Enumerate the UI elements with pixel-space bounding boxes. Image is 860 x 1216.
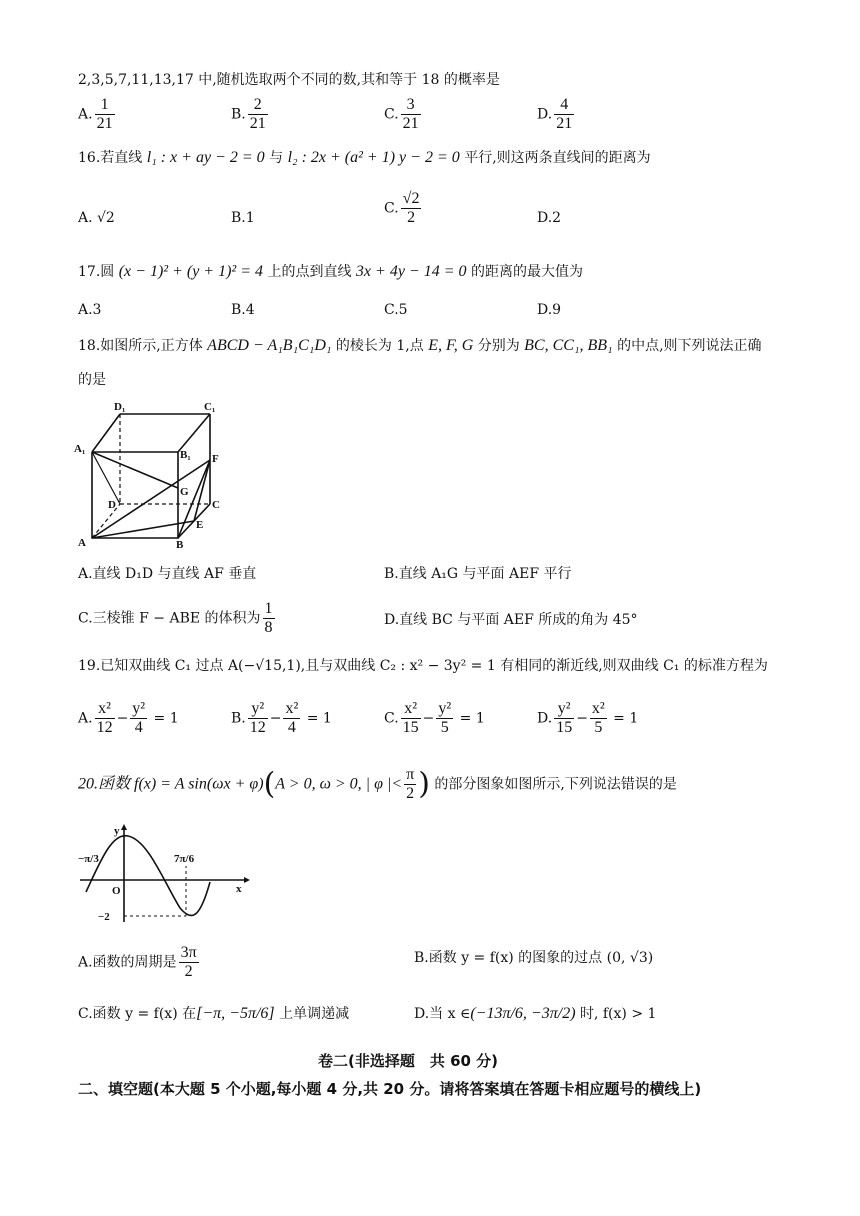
q18-option-c: C.三棱锥 F − ABE 的体积为 $\frac{1}{8}$ [78,600,273,636]
q19-option-c: C. $\frac{\text{x²}}{15}$ − $\frac{\text{y²}}{5}$ = 1 [384,700,485,736]
q18-cube-figure [74,400,234,550]
q20-option-d: D.当 x ∈(−13π/6, −3π/2) 时, f(x) > 1 [414,1005,657,1022]
q15-option-b: B. $\frac{2}{21}$ [231,96,266,132]
q18-label-g: G [180,486,189,498]
q20-option-a: A.函数的周期是 $\frac{3\pi}{2}$ [78,944,197,980]
q18-option-b: B.直线 A₁G 与平面 AEF 平行 [384,566,572,582]
section-title: 卷二(非选择题 共 60 分) [318,1052,499,1070]
q19-option-a: A. $\frac{\text{x²}}{12}$ − $\frac{\text{y²}}{4}$ = 1 [78,700,179,736]
q18-option-d: D.直线 BC 与平面 AEF 所成的角为 45° [384,612,638,628]
q18-label-d: D [108,499,116,511]
q17-option-c: C.5 [384,302,408,318]
q17-stem: 17.圆 (x − 1)² + (y + 1)² = 4 上的点到直线 3x + 4y − 14 = 0 的距离的最大值为 [78,263,583,280]
q20-option-c: C.函数 y = f(x) 在[−π, −5π/6] 上单调递减 [78,1005,350,1022]
q18-label-a: A [78,537,86,549]
q15-stem: 2,3,5,7,11,13,17 中,随机选取两个不同的数,其和等于 18 的概率是 [78,72,500,88]
section-subtitle: 二、填空题(本大题 5 个小题,每小题 4 分,共 20 分。请将答案填在答题卡相应题号的横线上) [78,1080,702,1098]
q18-label-b: B [176,539,184,550]
q18-label-c: C [212,499,220,511]
q19-stem: 19.已知双曲线 C₁ 过点 A(−√15,1),且与双曲线 C₂ : x² − 3y² = 1 有相同的渐近线,则双曲线 C₁ 的标准方程为 [78,658,768,674]
q16-option-c: C. $\frac{√2}{2}$ [384,190,420,226]
q18-option-a: A.直线 D₁D 与直线 AF 垂直 [78,566,257,582]
q17-option-b: B.4 [231,302,255,318]
q20-right-tick: 7π/6 [174,853,195,865]
q19-option-b: B. $\frac{\text{y²}}{12}$ − $\frac{\text{x²}}{4}$ = 1 [231,700,332,736]
q20-option-b: B.函数 y = f(x) 的图象的过点 (0, √3) [414,950,654,966]
q18-label-c1: C₁ [204,401,216,413]
q18-label-d1: D₁ [114,401,126,413]
q15-option-c: C. $\frac{3}{21}$ [384,96,419,132]
q20-origin-label: O [112,885,121,897]
q18-label-f: F [212,453,219,465]
q16-option-b: B.1 [231,210,255,226]
q20-x-label: x [236,883,242,895]
q17-option-d: D.9 [537,302,562,318]
q20-sine-graph [76,822,256,932]
q18-stem-cont: 的是 [78,372,106,388]
q20-left-tick: −π/3 [78,853,99,865]
q16-option-d: D.2 [537,210,562,226]
q18-label-b1: B₁ [180,449,191,461]
q20-y-label: y [114,825,120,837]
q19-option-d: D. $\frac{\text{y²}}{15}$ − $\frac{\text{x²}}{5}$ = 1 [537,700,639,736]
q17-option-a: A.3 [78,302,102,318]
q16-option-a: A. √2 [78,210,115,226]
q20-min-label: −2 [98,911,110,923]
q15-option-a: A. $\frac{1}{21}$ [78,96,113,132]
q18-label-a1: A₁ [74,443,86,455]
q20-stem: 20.函数 f(x) = A sin(ωx + φ)(A > 0, ω > 0, | φ |< $\frac{\pi}{2}$ ) 的部分图象如图所示,下列说法错误的是 [78,766,677,802]
q18-stem: 18.如图所示,正方体 ABCD − A₁B₁C₁D₁ 的棱长为 1,点 E, F, G 分别为 BC, CC₁, BB₁ 的中点,则下列说法正确 [78,337,762,354]
q15-option-d: D. $\frac{4}{21}$ [537,96,573,132]
q16-stem: 16.若直线 l₁ : x + ay − 2 = 0 与 l₂ : 2x + (a² + 1) y − 2 = 0 平行,则这两条直线间的距离为 [78,149,651,166]
q18-label-e: E [196,519,204,531]
